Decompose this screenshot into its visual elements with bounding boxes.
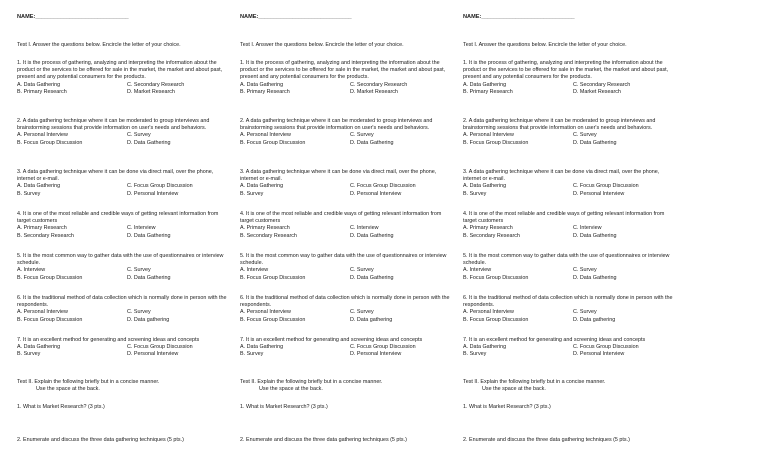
question-7 (463, 337, 675, 359)
test2-note: Use the space at the back. (482, 386, 546, 393)
option-b: B. Survey (17, 190, 41, 197)
question-options (463, 267, 675, 281)
option-c: C. Survey (127, 132, 151, 139)
option-c: C. Secondary Research (127, 81, 185, 88)
option-a: A. Data Gathering (240, 183, 284, 190)
option-d: D. Data Gathering (350, 274, 394, 281)
question-options (240, 82, 452, 96)
test2-instruction: Test II. Explain the following briefly but in a concise manner. (463, 379, 606, 385)
option-c: C. Survey (127, 267, 151, 274)
worksheet-column-1 (17, 0, 231, 466)
option-c: C. Interview (350, 225, 379, 232)
question-text: 2. A data gathering technique where it can be moderated to group interviews and brainstorming sessions that provide information on user's needs and behaviors. (17, 118, 210, 132)
question-options (240, 225, 452, 239)
question-text: 2. A data gathering technique where it can be moderated to group interviews and brainstorming sessions that provide information on user's needs and behaviors. (240, 118, 433, 132)
question-3 (463, 169, 675, 198)
question-text: 2. A data gathering technique where it can be moderated to group interviews and brainstorming sessions that provide information on user's needs and behaviors. (463, 118, 656, 132)
option-a: A. Data Gathering (17, 183, 61, 190)
test1-instruction: Test I. Answer the questions below. Encircle the letter of your choice. (463, 42, 627, 48)
option-a: A. Data Gathering (17, 344, 61, 351)
option-d: D. Personal Interview (573, 190, 625, 197)
worksheet-column-3 (463, 0, 677, 466)
option-c: C. Focus Group Discussion (350, 344, 416, 351)
test2-question-2: 2. Enumerate and discuss the three data gathering techniques (5 pts.) (240, 437, 407, 443)
question-5 (17, 253, 229, 282)
test1-instruction: Test I. Answer the questions below. Encircle the letter of your choice. (17, 42, 181, 48)
question-6 (17, 295, 229, 324)
option-d: D. Market Research (127, 88, 175, 95)
question-options (240, 183, 452, 197)
test2-question-2: 2. Enumerate and discuss the three data gathering techniques (5 pts.) (17, 437, 184, 443)
option-b: B. Focus Group Discussion (463, 274, 529, 281)
option-a: A. Personal Interview (463, 132, 514, 139)
question-1 (463, 60, 675, 96)
question-text: 5. It is the most common way to gather data with the use of questionnaires or interview schedule. (463, 253, 670, 267)
option-c: C. Survey (573, 267, 597, 274)
question-2 (463, 118, 675, 147)
option-b: B. Focus Group Discussion (17, 139, 83, 146)
name-line: NAME:______________________________ (17, 14, 129, 20)
question-options (463, 225, 675, 239)
option-a: A. Data Gathering (240, 344, 284, 351)
test2-instruction-block (17, 379, 229, 393)
option-c: C. Survey (573, 309, 597, 316)
option-b: B. Survey (463, 351, 487, 358)
question-text: 4. It is one of the most reliable and credible ways of getting relevant information from target customers (17, 211, 219, 225)
option-c: C. Survey (573, 132, 597, 139)
option-c: C. Focus Group Discussion (127, 183, 193, 190)
option-b: B. Focus Group Discussion (17, 316, 83, 323)
option-a: A. Data Gathering (463, 344, 507, 351)
question-4 (463, 211, 675, 240)
test2-question-1: 1. What is Market Research? (3 pts.) (17, 404, 105, 410)
option-d: D. Data gathering (127, 316, 170, 323)
option-a: A. Personal Interview (17, 132, 68, 139)
option-c: C. Focus Group Discussion (573, 183, 639, 190)
test2-instruction-block (240, 379, 452, 393)
option-d: D. Personal Interview (127, 190, 179, 197)
question-text: 6. It is the traditional method of data collection which is normally done in person with the respondents. (463, 295, 673, 309)
question-2 (17, 118, 229, 147)
question-2 (240, 118, 452, 147)
option-a: A. Personal Interview (17, 309, 68, 316)
question-options (463, 183, 675, 197)
question-options (17, 82, 229, 96)
test2-note: Use the space at the back. (259, 386, 323, 393)
option-d: D. Data Gathering (127, 139, 171, 146)
question-text: 7. It is an excellent method for generating and screening ideas and concepts (240, 337, 423, 343)
option-a: A. Data Gathering (463, 183, 507, 190)
option-a: A. Personal Interview (240, 309, 291, 316)
option-c: C. Survey (350, 267, 374, 274)
name-line: NAME:______________________________ (463, 14, 575, 20)
question-1 (17, 60, 229, 96)
option-c: C. Focus Group Discussion (350, 183, 416, 190)
option-d: D. Data Gathering (350, 139, 394, 146)
option-c: C. Survey (127, 309, 151, 316)
question-options (463, 344, 675, 358)
option-a: A. Data Gathering (240, 81, 284, 88)
test1-instruction: Test I. Answer the questions below. Encircle the letter of your choice. (240, 42, 404, 48)
option-d: D. Market Research (573, 88, 621, 95)
test2-question-1: 1. What is Market Research? (3 pts.) (240, 404, 328, 410)
option-a: A. Data Gathering (17, 81, 61, 88)
test2-instruction-block (463, 379, 675, 393)
option-d: D. Data Gathering (350, 232, 394, 239)
question-options (463, 132, 675, 146)
question-text: 1. It is the process of gathering, analyzing and interpreting the information about the product or the services to be offered for sale in the market, the market and about past, present and any potential consumers for the products. (240, 60, 446, 81)
option-a: A. Personal Interview (240, 132, 291, 139)
option-b: B. Survey (17, 351, 41, 358)
test2-note: Use the space at the back. (36, 386, 100, 393)
question-3 (17, 169, 229, 198)
option-b: B. Survey (240, 351, 264, 358)
option-b: B. Focus Group Discussion (240, 316, 306, 323)
option-b: B. Primary Research (463, 88, 513, 95)
option-b: B. Focus Group Discussion (240, 274, 306, 281)
question-options (240, 267, 452, 281)
option-b: B. Primary Research (17, 88, 67, 95)
option-c: C. Survey (350, 309, 374, 316)
option-d: D. Market Research (350, 88, 398, 95)
name-line: NAME:______________________________ (240, 14, 352, 20)
question-6 (463, 295, 675, 324)
question-options (240, 309, 452, 323)
option-d: D. Data Gathering (573, 274, 617, 281)
question-3 (240, 169, 452, 198)
option-c: C. Secondary Research (573, 81, 631, 88)
question-options (17, 309, 229, 323)
question-options (17, 344, 229, 358)
option-b: B. Survey (240, 190, 264, 197)
question-text: 3. A data gathering technique where it can be done via direct mail, over the phone, internet or e-mail. (240, 169, 437, 183)
question-text: 1. It is the process of gathering, analyzing and interpreting the information about the product or the services to be offered for sale in the market, the market and about past, present and any potential consumers for the products. (463, 60, 669, 81)
option-c: C. Focus Group Discussion (127, 344, 193, 351)
question-options (17, 225, 229, 239)
option-a: A. Interview (240, 267, 269, 274)
question-text: 6. It is the traditional method of data collection which is normally done in person with the respondents. (240, 295, 450, 309)
question-text: 5. It is the most common way to gather data with the use of questionnaires or interview schedule. (17, 253, 224, 267)
question-text: 4. It is one of the most reliable and credible ways of getting relevant information from target customers (463, 211, 665, 225)
option-d: D. Data Gathering (573, 232, 617, 239)
option-d: D. Personal Interview (573, 351, 625, 358)
question-options (463, 309, 675, 323)
question-options (240, 344, 452, 358)
option-b: B. Secondary Research (17, 232, 74, 239)
test2-instruction: Test II. Explain the following briefly but in a concise manner. (240, 379, 383, 385)
question-text: 4. It is one of the most reliable and credible ways of getting relevant information from target customers (240, 211, 442, 225)
question-text: 7. It is an excellent method for generating and screening ideas and concepts (17, 337, 200, 343)
option-a: A. Personal Interview (463, 309, 514, 316)
question-4 (240, 211, 452, 240)
question-options (17, 183, 229, 197)
question-text: 1. It is the process of gathering, analyzing and interpreting the information about the product or the services to be offered for sale in the market, the market and about past, present and any potential consumers for the products. (17, 60, 223, 81)
question-text: 3. A data gathering technique where it can be done via direct mail, over the phone, internet or e-mail. (463, 169, 660, 183)
question-7 (17, 337, 229, 359)
option-c: C. Secondary Research (350, 81, 408, 88)
question-6 (240, 295, 452, 324)
option-d: D. Personal Interview (350, 190, 402, 197)
question-options (17, 267, 229, 281)
option-b: B. Secondary Research (240, 232, 297, 239)
option-c: C. Interview (573, 225, 602, 232)
test2-instruction: Test II. Explain the following briefly but in a concise manner. (17, 379, 160, 385)
option-b: B. Focus Group Discussion (240, 139, 306, 146)
question-1 (240, 60, 452, 96)
option-d: D. Personal Interview (350, 351, 402, 358)
test2-question-1: 1. What is Market Research? (3 pts.) (463, 404, 551, 410)
question-options (17, 132, 229, 146)
option-c: C. Interview (127, 225, 156, 232)
question-5 (240, 253, 452, 282)
option-a: A. Primary Research (17, 225, 67, 232)
question-text: 7. It is an excellent method for generating and screening ideas and concepts (463, 337, 646, 343)
test2-question-2: 2. Enumerate and discuss the three data gathering techniques (5 pts.) (463, 437, 630, 443)
question-7 (240, 337, 452, 359)
option-d: D. Data gathering (573, 316, 616, 323)
option-c: C. Survey (350, 132, 374, 139)
option-b: B. Primary Research (240, 88, 290, 95)
question-options (240, 132, 452, 146)
question-options (463, 82, 675, 96)
worksheet-column-2 (240, 0, 454, 466)
option-d: D. Data Gathering (573, 139, 617, 146)
option-a: A. Interview (17, 267, 46, 274)
option-b: B. Focus Group Discussion (463, 316, 529, 323)
question-text: 3. A data gathering technique where it can be done via direct mail, over the phone, internet or e-mail. (17, 169, 214, 183)
option-b: B. Secondary Research (463, 232, 520, 239)
question-4 (17, 211, 229, 240)
option-a: A. Primary Research (463, 225, 513, 232)
option-d: D. Data Gathering (127, 274, 171, 281)
option-a: A. Interview (463, 267, 492, 274)
question-text: 5. It is the most common way to gather data with the use of questionnaires or interview schedule. (240, 253, 447, 267)
question-5 (463, 253, 675, 282)
option-d: D. Data Gathering (127, 232, 171, 239)
option-c: C. Focus Group Discussion (573, 344, 639, 351)
option-b: B. Focus Group Discussion (17, 274, 83, 281)
option-b: B. Focus Group Discussion (463, 139, 529, 146)
option-d: D. Personal Interview (127, 351, 179, 358)
option-d: D. Data gathering (350, 316, 393, 323)
question-text: 6. It is the traditional method of data collection which is normally done in person with the respondents. (17, 295, 227, 309)
option-b: B. Survey (463, 190, 487, 197)
option-a: A. Primary Research (240, 225, 290, 232)
option-a: A. Data Gathering (463, 81, 507, 88)
